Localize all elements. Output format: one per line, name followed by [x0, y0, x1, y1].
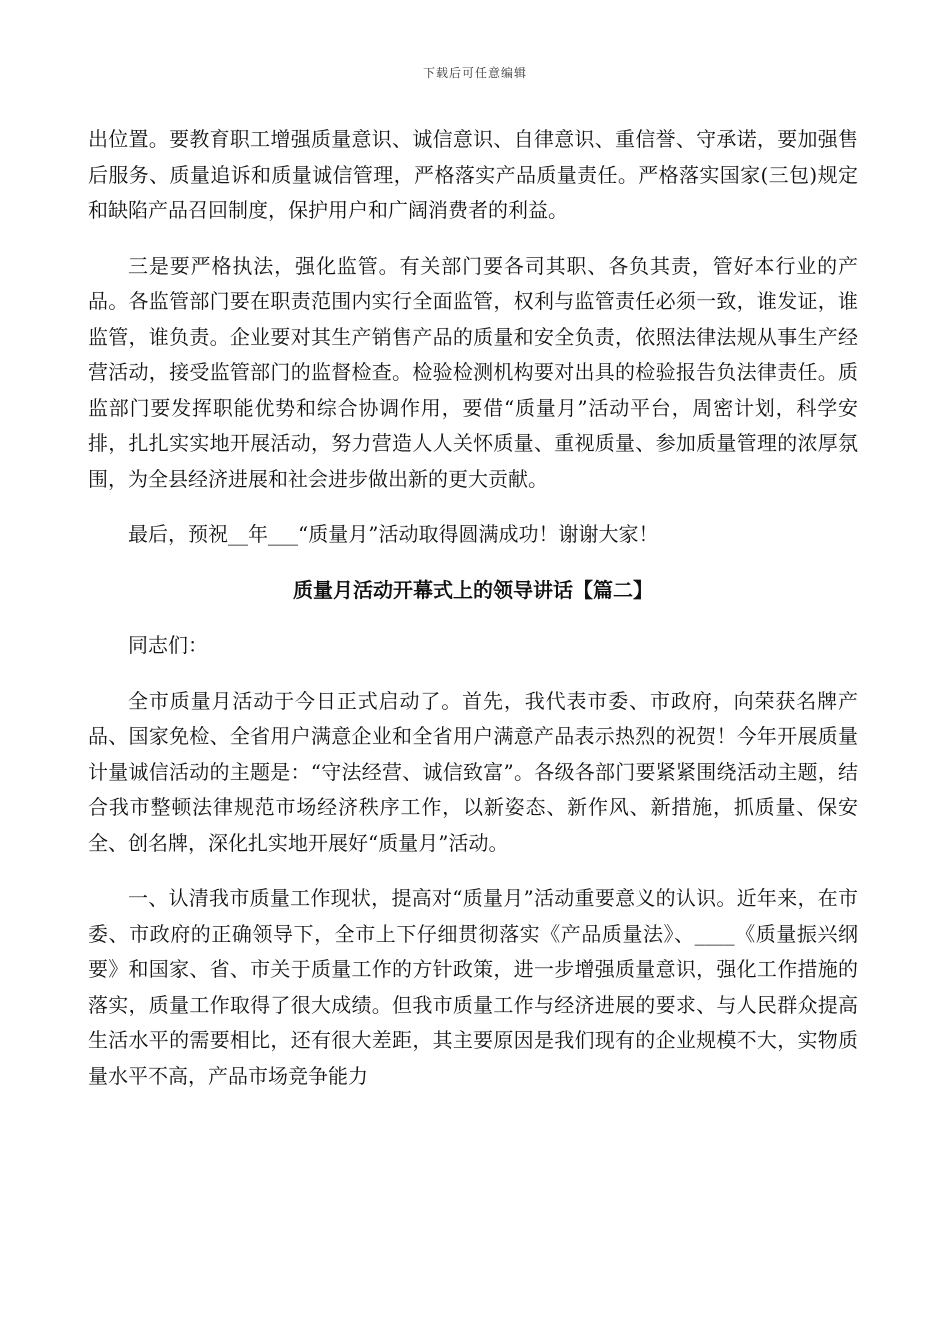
paragraph-point-one: 一、认清我市质量工作现状，提高对“质量月”活动重要意义的认识。近年来，在市委、市政府的正确领导下，全市上下仔细贯彻落实《产品质量法》、____《质量振兴纲要》和国家、省、市关于质量工作的方针政策，进一步增强质量意识，强化工作措施的落实，质量工作取得了很大成绩。但我市质量工作与经济进展的要求、与人民群众提高生活水平的需要相比，还有很大差距，其主要原因是我们现有的企业规模不大，实物质量水平不高，产品市场竞争能力	[88, 886, 858, 1088]
paragraph-opening: 全市质量月活动于今日正式启动了。首先，我代表市委、市政府，向荣获名牌产品、国家免检、全省用户满意企业和全省用户满意产品表示热烈的祝贺！今年开展质量计量诚信活动的主题是：“守法经营、诚信致富”。各级各部门要紧紧围绕活动主题，结合我市整顿法律规范市场经济秩序工作，以新姿态、新作风、新措施，抓质量、保安全、创名牌，深化扎实地开展好“质量月”活动。	[88, 688, 858, 855]
paragraph-closing-wishes: 最后，预祝__年___“质量月”活动取得圆满成功！谢谢大家！	[128, 522, 659, 546]
paragraph-continuation: 出位置。要教育职工增强质量意识、诚信意识、自律意识、重信誉、守承诺，要加强售后服务、质量追诉和质量诚信管理，严格落实产品质量责任。严格落实国家(三包)规定和缺陷产品召回制度，保护用户和广阔消费者的利益。	[88, 127, 858, 222]
page-header-note: 下载后可任意编辑	[422, 66, 527, 80]
salutation: 同志们：	[128, 633, 208, 657]
paragraph-point-three: 三是要严格执法，强化监管。有关部门要各司其职、各负其责，管好本行业的产品。各监管部门要在职责范围内实行全面监管，权利与监管责任必须一致，谁发证，谁监管，谁负责。企业要对其生产销售产品的质量和安全负责，依照法律法规从事生产经营活动，接受监管部门的监督检查。检验检测机构要对出具的检验报告负法律责任。质监部门要发挥职能优势和综合协调作用，要借“质量月”活动平台，周密计划，科学安排，扎扎实实地开展活动，努力营造人人关怀质量、重视质量、参加质量管理的浓厚氛围，为全县经济进展和社会进步做出新的更大贡献。	[88, 253, 858, 491]
section-title: 质量月活动开幕式上的领导讲话【篇二】	[293, 577, 653, 602]
document-body	[88, 122, 858, 1094]
